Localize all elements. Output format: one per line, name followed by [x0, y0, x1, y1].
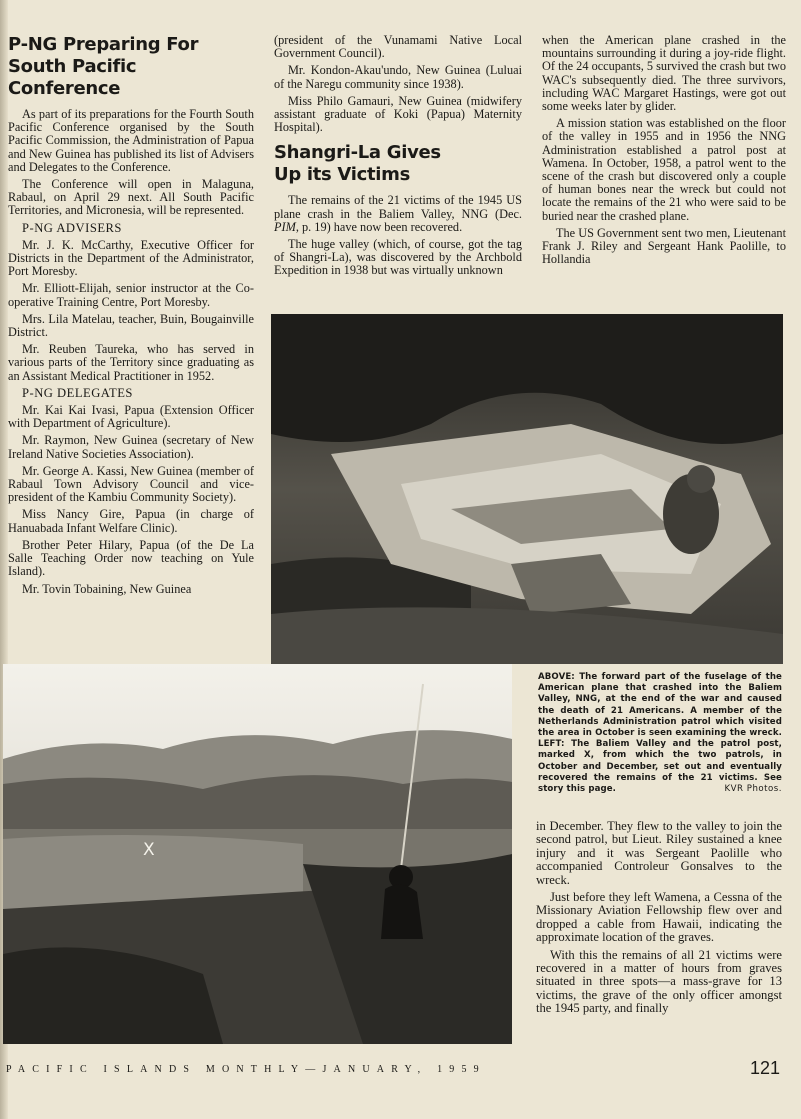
lower-right-column [536, 820, 782, 1020]
adviser-item: Mrs. Lila Matelau, teacher, Buin, Bougainville District. [8, 311, 254, 340]
left-article [8, 34, 254, 600]
photo-caption [538, 672, 782, 795]
middle-column [274, 34, 522, 282]
adviser-item: Mr. Elliott-Elijah, senior instructor at the Co-operative Training Centre, Port Moresby. [8, 281, 254, 309]
advisers-heading: P-NG ADVISERS [22, 220, 122, 235]
right-para-3: The US Government sent two men, Lieutenant Frank J. Riley and Sergeant Hank Paolille, to Hollandia [542, 225, 786, 267]
middle-cont-3: Miss Philo Gamauri, New Guinea (midwifery assistant graduate of Koki (Papua) Maternity Hospital). [274, 93, 522, 135]
caption-text: ABOVE: The forward part of the fuselage of the American plane that crashed into the Baliem Valley, NNG, at the end of the war and caused the death of 21 Americans. A member of the Netherlands Administration patrol which visited the area in October is seen examining the wreck. LEFT: The Baliem Valley and the patrol post, marked X, from which the two patrols, in October and December, set out and eventually recovered the remains of the 21 victims. See story this page. [538, 672, 782, 795]
footer-publication: PACIFIC ISLANDS MONTHLY—JANUARY, 1959 [6, 1064, 486, 1075]
adviser-item: Mr. Reuben Taureka, who has served in various parts of the Territory since graduating as an Assistant Medical Practitioner in 1952. [8, 342, 254, 383]
left-headline-line1: P-NG Preparing For [8, 34, 199, 55]
delegate-item: Mr. Tovin Tobaining, New Guinea [22, 581, 192, 596]
right-para-2: A mission station was established on the floor of the valley in 1955 and in 1956 the NNG Administration established a patrol post at Wamena. In October, 1958, a patrol went to the scene of the crash but discovered only a couple of human bones near the wreck but could not locate the remains of the 21 who were said to be buried near the crashed plane. [542, 116, 786, 223]
delegate-item: Mr. Raymon, New Guinea (secretary of New Ireland Native Societies Association). [8, 433, 254, 461]
patrol-post-marker: X [143, 840, 155, 860]
middle-para-1: The remains of the 21 victims of the 1945 US plane crash in the Baliem Valley, NNG (Dec. PIM, p. 19) have now been recovered. [274, 193, 522, 234]
middle-para-2: The huge valley (which, of course, got the tag of Shangri-La), was discovered by the Archbold Expedition in 1938 but was virtually unknown [274, 237, 522, 278]
middle-headline-line2: Up its Victims [274, 164, 411, 186]
delegate-item: Brother Peter Hilary, Papua (of the De La Salle Teaching Order now teaching on Yule Island). [8, 537, 254, 579]
pim-reference: PIM [274, 219, 296, 234]
page-number: 121 [749, 1058, 780, 1078]
middle-cont-1: (president of the Vunamami Native Local Government Council). [274, 33, 522, 61]
wreck-photo-image [271, 314, 783, 664]
delegates-heading: P-NG DELEGATES [22, 385, 133, 400]
valley-photo [3, 664, 512, 1044]
left-headline [8, 34, 254, 100]
adviser-item: Mr. J. K. McCarthy, Executive Officer for Districts in the Department of the Administrator, Port Moresby. [8, 237, 254, 279]
delegate-item: Mr. Kai Kai Ivasi, Papua (Extension Officer with Department of Agriculture). [8, 403, 254, 431]
valley-photo-image [3, 664, 512, 1044]
delegate-item: Miss Nancy Gire, Papua (in charge of Hanuabada Infant Welfare Clinic). [8, 507, 254, 535]
left-para-2: The Conference will open in Malaguna, Rabaul, on April 29 next. All South Pacific Territories, and Micronesia, will be represented. [8, 177, 254, 218]
wreck-photo [271, 314, 783, 664]
lower-right-para-2: Just before they left Wamena, a Cessna of the Missionary Aviation Fellowship flew over and dropped a cable from Hawaii, indicating the approximate location of the graves. [536, 890, 782, 945]
lower-right-para-1: in December. They flew to the valley to join the second patrol, but Lieut. Riley sustained a knee injury and it was Sergeant Paolille who accompanied Controleur Gonsalves to the wreck. [536, 819, 782, 887]
photo-credit: KVR Photos. [724, 784, 782, 795]
middle-headline-line1: Shangri-La Gives [274, 142, 441, 164]
right-column [542, 34, 786, 270]
left-para-1: As part of its preparations for the Fourth South Pacific Conference organised by the South Pacific Commission, the Administration of Papua and New Guinea has published its list of Advisers and Delegates to the Conference. [8, 107, 254, 174]
middle-cont-2: Mr. Kondon-Akau'undo, New Guinea (Luluai of the Naregu community since 1938). [274, 63, 522, 91]
right-para-1: when the American plane crashed in the mountains surrounding it during a joy-ride flight. Of the 24 occupants, 5 survived the crash but two WAC's subsequently died. The three survivors, including WAC Margaret Hastings, were got out some weeks later by glider. [542, 33, 786, 114]
left-headline-line2: South Pacific Conference [8, 56, 137, 99]
delegate-item: Mr. George A. Kassi, New Guinea (member of Rabaul Town Advisory Council and vice-president of the Kambiu Community Society). [8, 463, 254, 505]
lower-right-para-3: With this the remains of all 21 victims were recovered in a matter of hours from graves situated in three spots—a mass-grave for 13 victims, the grave of the only officer amongst the 1945 party, and finally [536, 947, 782, 1016]
middle-headline [274, 142, 522, 186]
page-footer [6, 1060, 786, 1084]
